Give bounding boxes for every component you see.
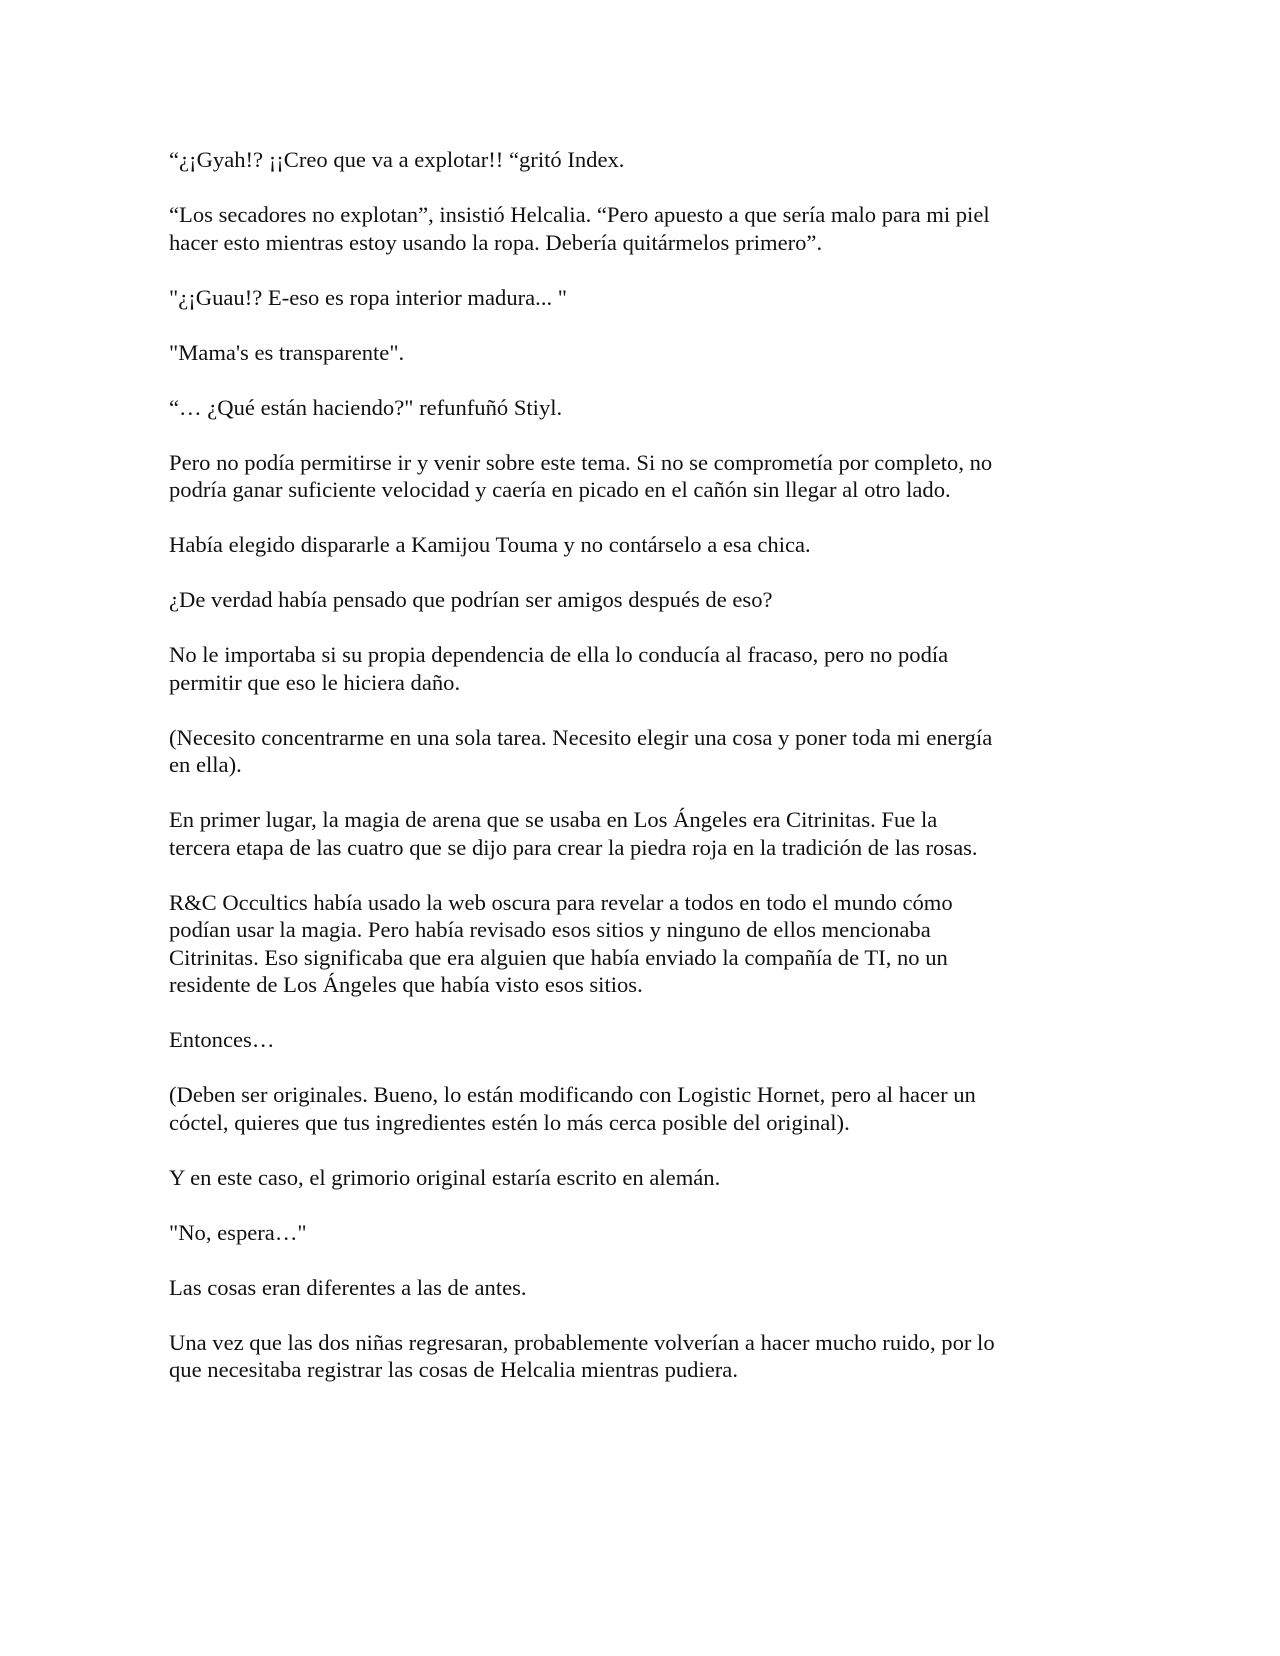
text-line: (Deben ser originales. Bueno, lo están modificando con Logistic Hornet, pero al hacer un <box>169 1082 976 1107</box>
paragraph <box>169 394 1099 422</box>
paragraph <box>169 1026 1099 1054</box>
paragraph <box>169 146 1099 174</box>
text-line: Y en este caso, el grimorio original estaría escrito en alemán. <box>169 1164 721 1190</box>
text-line: permitir que eso le hiciera daño. <box>169 669 461 695</box>
paragraph <box>169 531 1099 559</box>
text-line: ¿De verdad había pensado que podrían ser amigos después de eso? <box>169 587 773 612</box>
text-line: “… ¿Qué están haciendo?" refunfuñó Stiyl. <box>169 394 563 420</box>
text-line: Entonces… <box>169 1027 275 1052</box>
paragraph <box>169 889 1099 999</box>
text-line: podían usar la magia. Pero había revisado esos sitios y ninguno de ellos mencionaba <box>169 917 931 942</box>
text-line: que necesitaba registrar las cosas de Helcalia mientras pudiera. <box>169 1357 738 1382</box>
paragraph <box>169 284 1099 312</box>
paragraph <box>169 339 1099 367</box>
text-line: "No, espera…" <box>169 1219 307 1245</box>
paragraph <box>169 1329 1099 1384</box>
document-body <box>169 146 1099 1411</box>
text-line: Había elegido dispararle a Kamijou Touma y no contárselo a esa chica. <box>169 532 811 557</box>
paragraph <box>169 1081 1099 1136</box>
text-line: "Mama's es transparente". <box>169 339 405 365</box>
text-line: podría ganar suficiente velocidad y caería en picado en el cañón sin llegar al otro lado. <box>169 477 951 502</box>
text-line: R&C Occultics había usado la web oscura para revelar a todos en todo el mundo cómo <box>169 889 953 915</box>
text-line: "¿¡Guau!? E-eso es ropa interior madura... " <box>169 284 567 310</box>
text-line: tercera etapa de las cuatro que se dijo para crear la piedra roja en la tradición de las rosas. <box>169 834 978 860</box>
text-line: “Los secadores no explotan”, insistió Helcalia. “Pero apuesto a que sería malo para mi piel <box>169 202 990 227</box>
text-line: Citrinitas. Eso significaba que era alguien que había enviado la compañía de TI, no un <box>169 944 948 970</box>
paragraph <box>169 1164 1099 1192</box>
paragraph <box>169 724 1099 779</box>
text-line: “¿¡Gyah!? ¡¡Creo que va a explotar!! “gritó Index. <box>169 147 625 172</box>
text-line: En primer lugar, la magia de arena que se usaba en Los Ángeles era Citrinitas. Fue la <box>169 807 938 832</box>
paragraph <box>169 586 1099 614</box>
text-line: residente de Los Ángeles que había visto esos sitios. <box>169 972 643 997</box>
text-line: Una vez que las dos niñas regresaran, probablemente volverían a hacer mucho ruido, por lo <box>169 1329 995 1355</box>
text-line: cóctel, quieres que tus ingredientes estén lo más cerca posible del original). <box>169 1109 850 1135</box>
text-line: Las cosas eran diferentes a las de antes. <box>169 1274 527 1300</box>
paragraph <box>169 201 1099 256</box>
paragraph <box>169 1219 1099 1247</box>
text-line: en ella). <box>169 752 242 777</box>
paragraph <box>169 1274 1099 1302</box>
text-line: Pero no podía permitirse ir y venir sobre este tema. Si no se comprometía por completo, no <box>169 449 993 475</box>
text-line: hacer esto mientras estoy usando la ropa. Debería quitármelos primero”. <box>169 229 823 255</box>
paragraph <box>169 641 1099 696</box>
text-line: No le importaba si su propia dependencia de ella lo conducía al fracaso, pero no podía <box>169 642 949 667</box>
paragraph <box>169 806 1099 861</box>
text-line: (Necesito concentrarme en una sola tarea. Necesito elegir una cosa y poner toda mi energía <box>169 724 993 750</box>
paragraph <box>169 449 1099 504</box>
